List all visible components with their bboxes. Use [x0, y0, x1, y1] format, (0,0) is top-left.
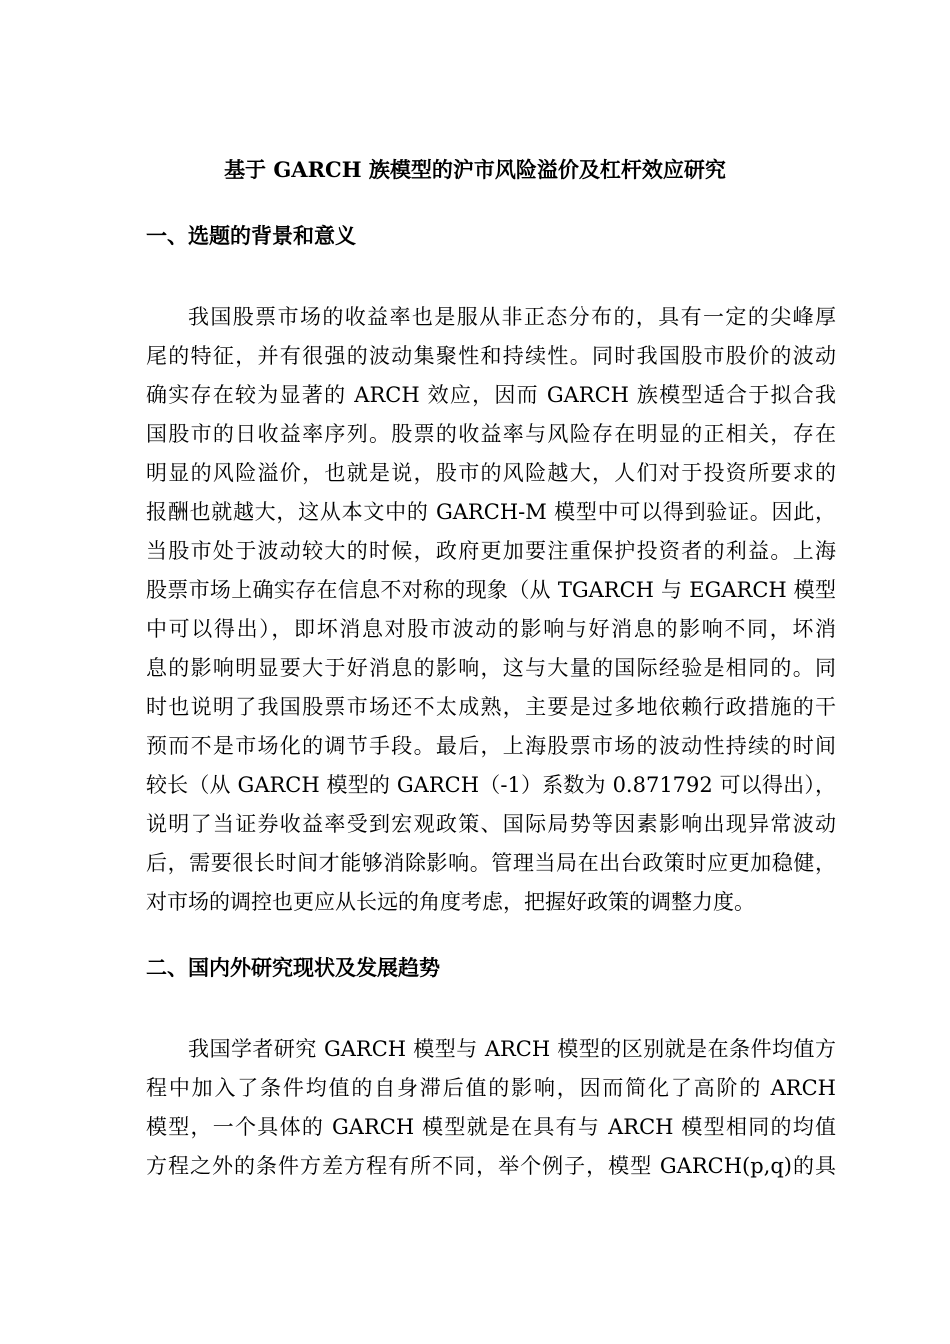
- section-paragraph-research-status: [146, 1030, 836, 1186]
- paragraph-line: 国股市的日收益率序列。股票的收益率与风险存在明显的正相关，存在: [146, 422, 836, 446]
- paragraph-line: 尾的特征，并有很强的波动集聚性和持续性。同时我国股市股价的波动: [146, 344, 836, 368]
- paragraph-line: 较长（从 GARCH 模型的 GARCH（-1）系数为 0.871792 可以得出），: [146, 773, 836, 797]
- paragraph-line: 股票市场上确实存在信息不对称的现象（从 TGARCH 与 EGARCH 模型: [146, 578, 836, 602]
- paragraph-line: 时也说明了我国股票市场还不太成熟，主要是过多地依赖行政措施的干: [146, 695, 836, 719]
- paragraph-line: 息的影响明显要大于好消息的影响，这与大量的国际经验是相同的。同: [146, 656, 836, 680]
- paragraph-line: 报酬也就越大，这从本文中的 GARCH-M 模型中可以得到验证。因此，: [146, 500, 836, 524]
- document-title: 基于 GARCH 族模型的沪市风险溢价及杠杆效应研究: [224, 157, 726, 182]
- paragraph-line: 确实存在较为显著的 ARCH 效应，因而 GARCH 族模型适合于拟合我: [146, 383, 836, 407]
- section-heading-research-status: 二、国内外研究现状及发展趋势: [146, 955, 440, 980]
- paragraph-line: 我国股票市场的收益率也是服从非正态分布的，具有一定的尖峰厚: [188, 305, 836, 329]
- paragraph-line: 说明了当证券收益率受到宏观政策、国际局势等因素影响出现异常波动: [146, 812, 836, 836]
- paragraph-line: 对市场的调控也更应从长远的角度考虑，把握好政策的调整力度。: [146, 890, 755, 914]
- paragraph-line: 方程之外的条件方差方程有所不同，举个例子，模型 GARCH(p,q)的具: [146, 1154, 836, 1178]
- paragraph-line: 模型，一个具体的 GARCH 模型就是在具有与 ARCH 模型相同的均值: [146, 1115, 836, 1139]
- paragraph-line: 当股市处于波动较大的时候，政府更加要注重保护投资者的利益。上海: [146, 539, 836, 563]
- paragraph-line: 后，需要很长时间才能够消除影响。管理当局在出台政策时应更加稳健，: [146, 851, 836, 875]
- paragraph-line: 程中加入了条件均值的自身滞后值的影响，因而简化了高阶的 ARCH: [146, 1076, 836, 1100]
- paragraph-line: 我国学者研究 GARCH 模型与 ARCH 模型的区别就是在条件均值方: [188, 1037, 836, 1061]
- paragraph-line: 中可以得出），即坏消息对股市波动的影响与好消息的影响不同，坏消: [146, 617, 836, 641]
- paragraph-line: 预而不是市场化的调节手段。最后，上海股票市场的波动性持续的时间: [146, 734, 836, 758]
- section-heading-background: 一、选题的背景和意义: [146, 223, 356, 248]
- section-paragraph-background: [146, 298, 836, 922]
- paragraph-line: 明显的风险溢价，也就是说，股市的风险越大，人们对于投资所要求的: [146, 461, 836, 485]
